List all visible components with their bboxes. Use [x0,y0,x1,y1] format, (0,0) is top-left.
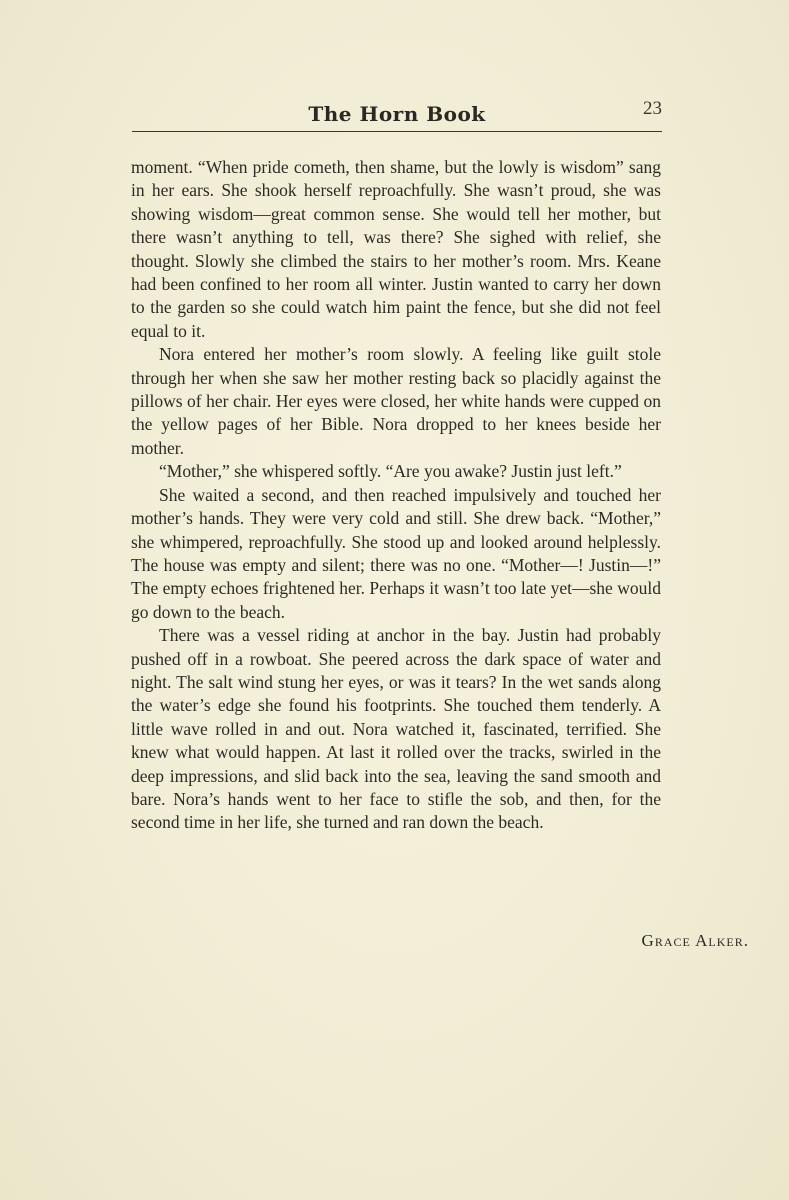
header-title: The Horn Book [308,102,486,126]
header-rule [132,131,662,132]
paragraph-4: She waited a second, and then reached impulsively and touched her mother’s hands. They were very cold and still. She drew back. “Mother,” she whimpered, reproachfully. She stood up and looked around helplessly. The house was empty and silent; there was no one. “Mother—! Justin—!” The empty echoes frightened her. Perhaps it wasn’t too late yet—she would go down to the beach. [131,484,661,622]
running-header [132,98,662,132]
page-number: 23 [643,98,662,119]
paragraph-2: Nora entered her mother’s room slowly. A feeling like guilt stole through her when she saw her mother resting back so placidly against the pillows of her chair. Her eyes were closed, her white hands were cupped on the yellow pages of her Bible. Nora dropped to her knees beside her mother. [131,344,661,458]
paragraph-1: moment. “When pride cometh, then shame, but the lowly is wisdom” sang in her ears. She shook herself reproachfully. She wasn’t proud, she was showing wisdom—great common sense. She would tell her mother, but there wasn’t anything to tell, was there? She sighed with relief, she thought. Slowly she climbed the stairs to her mother’s room. Mrs. Keane had been confined to her room all winter. Justin wanted to carry her down to the garden so she could watch him paint the fence, but she did not feel equal to it. [131,157,661,341]
story-text [131,156,661,835]
author-signature: Grace Alker. [641,931,749,950]
paragraph-5: There was a vessel riding at anchor in the bay. Justin had probably pushed off in a rowboat. She peered across the dark space of water and night. The salt wind stung her eyes, or was it tears? In the wet sands along the water’s edge she found his footprints. She touched them tenderly. A little wave rolled in and out. Nora watched it, fascinated, terrified. She knew what would happen. At last it rolled over the tracks, swirled in the deep impressions, and slid back into the sea, leaving the sand smooth and bare. Nora’s hands went to her face to stifle the sob, and then, for the second time in her life, she turned and ran down the beach. [131,625,661,833]
paragraph-3: “Mother,” she whispered softly. “Are you awake? Justin just left.” [159,461,622,482]
